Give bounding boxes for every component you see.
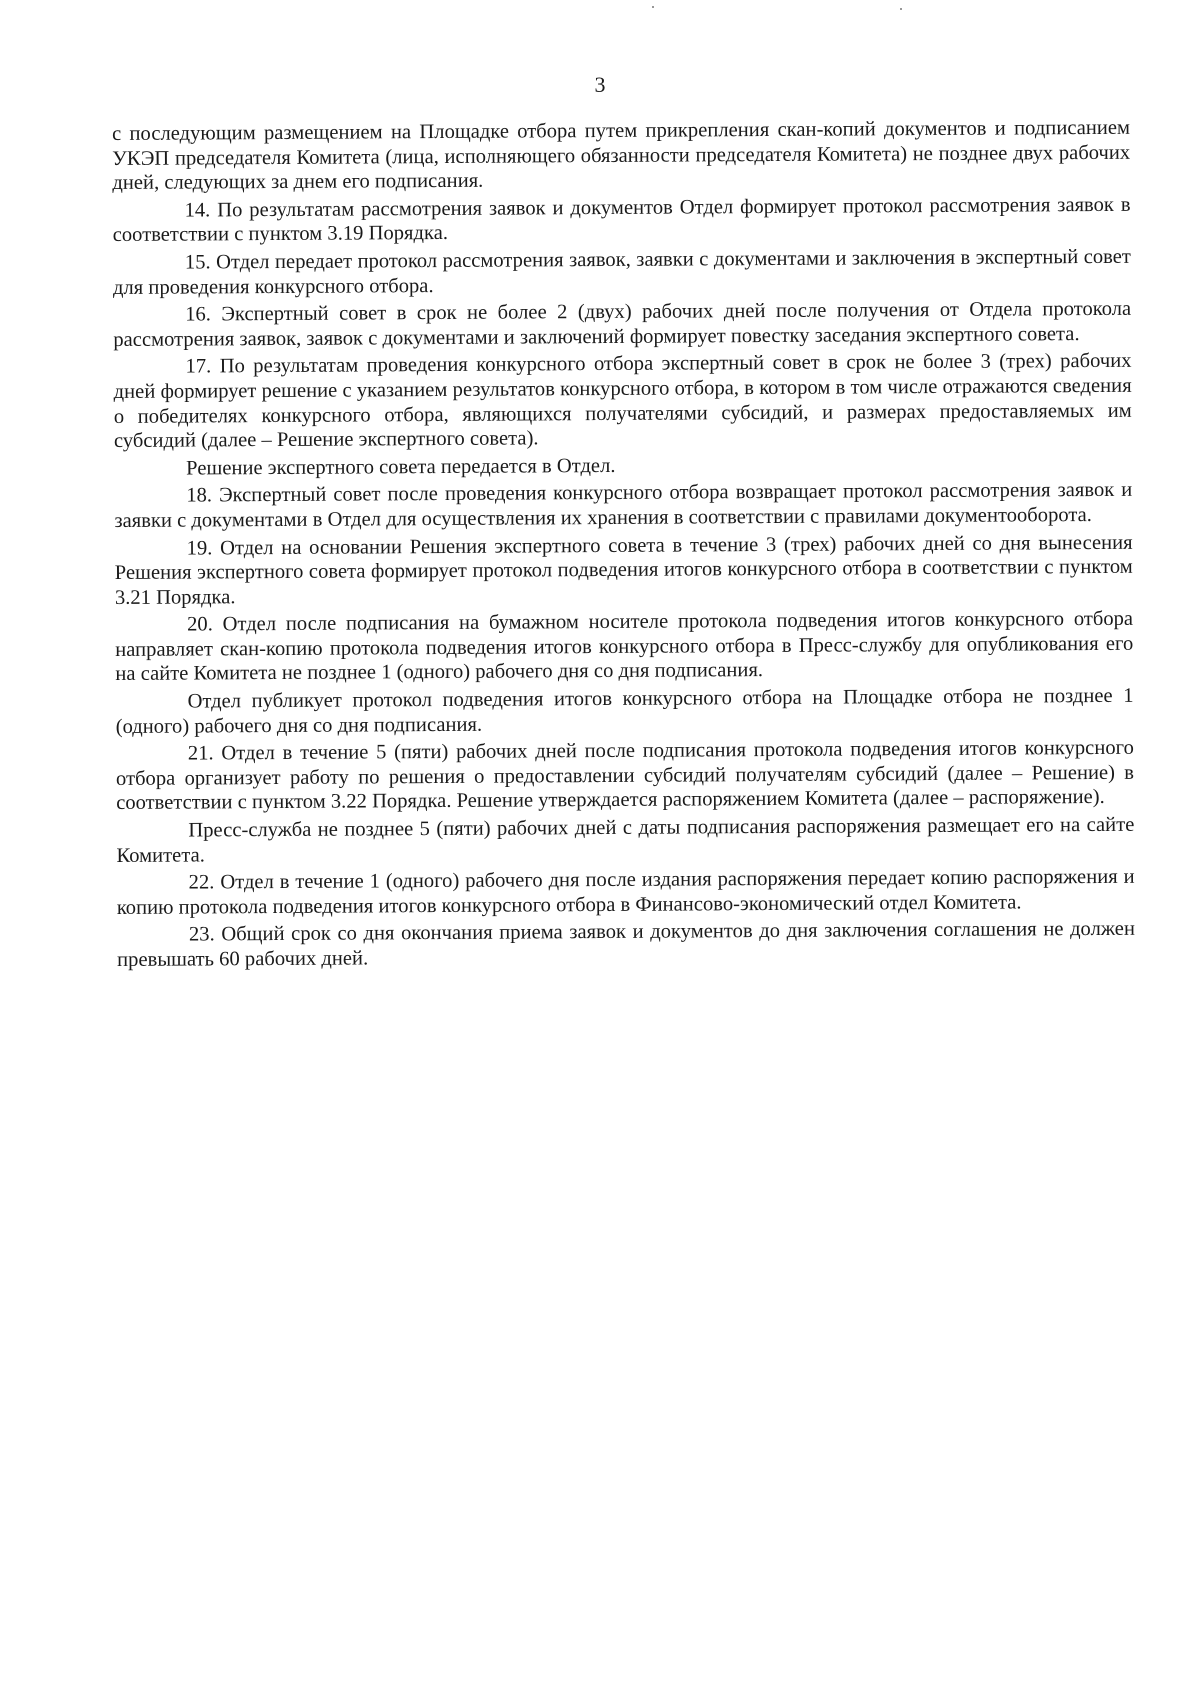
paragraph-17: 17. По результатам проведения конкурсного отбора экспертный совет в срок не более 3 (трех) рабочих дней формирует решение с указанием результатов конкурсного отбора, в котором в том числе отражаются сведения о победителях конкурсного отбора, являющихся получателями субсидий, и размерах предоставляемых им субсидий (далее – Решение экспертного совета). bbox=[113, 350, 1132, 453]
paragraph-14: 14. По результатам рассмотрения заявок и документов Отдел формирует протокол рассмотрения заявок в соответствии с пунктом 3.19 Порядка. bbox=[112, 193, 1131, 247]
paragraph-21: 21. Отдел в течение 5 (пяти) рабочих дней после подписания протокола подведения итогов конкурсного отбора организует работу по решения о предоставлении субсидий получателям субсидий (далее – Решение) в соответствии с пунктом 3.22 Порядка. Решение утверждается распоряжением Комитета (далее – распоряжение). bbox=[115, 737, 1135, 815]
paragraph-16: 16. Экспертный совет в срок не более 2 (двух) рабочих дней после получения от Отдела протокола рассмотрения заявок, заявок с документами и заключений формирует повестку заседания экспертного совета. bbox=[113, 297, 1132, 351]
scan-speck bbox=[900, 8, 902, 10]
paragraph-23: 23. Общий срок со дня окончания приема заявок и документов до дня заключения соглашения не должен превышать 60 рабочих дней. bbox=[117, 918, 1136, 971]
scan-speck bbox=[652, 6, 654, 8]
paragraph-20-note: Отдел публикует протокол подведения итогов конкурсного отбора на Площадке отбора не позднее 1 (одного) рабочего дня со дня подписания. bbox=[115, 684, 1134, 738]
paragraph-19: 19. Отдел на основании Решения экспертного совета в течение 3 (трех) рабочих дней со дня вынесения Решения экспертного совета формирует протокол подведения итогов конкурсного отбора в соответствии с пунктом 3.21 Порядка. bbox=[114, 531, 1133, 609]
page-number: 3 bbox=[594, 72, 606, 97]
paragraph-continuation: с последующим размещением на Площадке отбора путем прикрепления скан-копий документов и подписанием УКЭП председателя Комитета (лица, исполняющего обязанности председателя Комитета) не позднее двух рабочих дней, следующих за днем его подписания. bbox=[112, 116, 1131, 195]
paragraph-18: 18. Экспертный совет после проведения конкурсного отбора возвращает протокол рассмотрения заявок и заявки с документами в Отдел для осуществления их хранения в соответствии с правилами документооборота. bbox=[114, 479, 1133, 532]
paragraph-20: 20. Отдел после подписания на бумажном носителе протокола подведения итогов конкурсного отбора направляет скан-копию протокола подведения итогов конкурсного отбора в Пресс-службу для опубликования его на сайте Комитета не позднее 1 (одного) рабочего дня со дня подписания. bbox=[115, 608, 1134, 686]
paragraph-15: 15. Отдел передает протокол рассмотрения заявок, заявки с документами и заключения в экспертный совет для проведения конкурсного отбора. bbox=[112, 245, 1131, 299]
paragraph-21-note: Пресс-служба не позднее 5 (пяти) рабочих дней с даты подписания распоряжения размещает его на сайте Комитета. bbox=[116, 813, 1135, 867]
paragraph-22: 22. Отдел в течение 1 (одного) рабочего дня после издания распоряжения передает копию распоряжения и копию протокола подведения итогов конкурсного отбора в Финансово-экономический отдел Комитета. bbox=[116, 865, 1135, 919]
paragraph-17-note: Решение экспертного совета передается в Отдел. bbox=[186, 454, 616, 480]
document-body bbox=[112, 116, 1135, 976]
